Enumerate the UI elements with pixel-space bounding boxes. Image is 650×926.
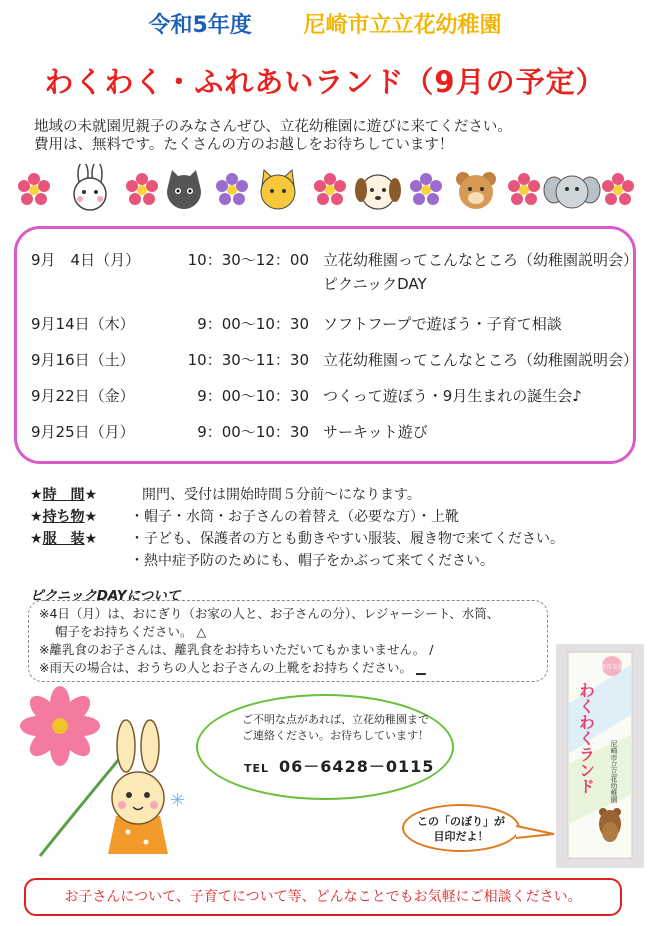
info-clothes bbox=[30, 528, 630, 550]
cosmos-flower-icon bbox=[20, 686, 100, 766]
info-label: ★服 装★ bbox=[30, 531, 98, 547]
flower-icon bbox=[18, 173, 50, 205]
flower-icon bbox=[410, 173, 442, 205]
info-items-text: ・帽子・水筒・お子さんの着替え（必要な方）・上靴 bbox=[130, 509, 459, 525]
black-cat-icon bbox=[167, 170, 201, 209]
schedule-event: 立花幼稚園ってこんなところ（幼稚園説明会） bbox=[323, 351, 639, 369]
info-clothes-text-2: ・熱中症予防のためにも、帽子をかぶって来てください。 bbox=[130, 553, 494, 569]
schedule-date: 9月14日（木） bbox=[31, 315, 135, 333]
intro-line-1: 地域の未就園児親子のみなさんぜひ、立花幼稚園に遊びに来てください。 bbox=[34, 119, 512, 135]
schedule-time: 9：00～10：30 bbox=[197, 315, 309, 333]
elephant-icon bbox=[544, 176, 600, 208]
intro-line-2: 費用は、無料です。たくさんの方のお越しをお待ちしています！ bbox=[34, 137, 454, 153]
rice-ball-icon: △ bbox=[196, 624, 207, 639]
bubble-line-1: この「のぼり」が bbox=[417, 815, 505, 828]
school-name: 尼崎市立立花幼稚園 bbox=[303, 13, 502, 38]
schedule-event: 立花幼稚園ってこんなところ（幼稚園説明会） bbox=[323, 251, 639, 269]
phone-number bbox=[244, 754, 434, 777]
info-clothes-2 bbox=[30, 550, 630, 572]
schedule-event: サーキット遊び bbox=[323, 423, 428, 441]
items-label: 持ち物 bbox=[42, 509, 85, 525]
contact-ellipse bbox=[196, 694, 454, 800]
info-label: ★持ち物★ bbox=[30, 509, 98, 525]
schedule-time: 10：30～12：00 bbox=[187, 251, 309, 269]
contact-message bbox=[242, 712, 429, 744]
banner-image bbox=[556, 644, 644, 868]
bubble-tail-icon bbox=[516, 822, 556, 842]
yellow-cat-icon bbox=[261, 170, 295, 209]
banner-badge: 保育支援 bbox=[599, 664, 625, 671]
info-time-text: 開門、受付は開始時間５分前～になります。 bbox=[142, 487, 421, 503]
rabbit-icon bbox=[74, 164, 106, 210]
picnic-notes bbox=[28, 600, 548, 682]
sparkle-icon: ✳ bbox=[170, 790, 186, 811]
flower-icon bbox=[508, 173, 540, 205]
schedule-time: 10：30～11：30 bbox=[187, 351, 309, 369]
schedule-event: つくって遊ぼう・9月生まれの誕生会♪ bbox=[323, 387, 582, 405]
bubble-line-2: 目印だよ！ bbox=[433, 830, 489, 843]
schedule-time: 9：00～10：30 bbox=[197, 387, 309, 405]
header bbox=[0, 8, 650, 39]
banner-sub-text: 尼崎市立立花幼稚園 bbox=[610, 740, 618, 803]
bunny-flower-icon bbox=[20, 686, 190, 866]
picnic-line-1b: 帽子をお持ちください。 bbox=[55, 624, 193, 639]
schedule-time: 9：00～10：30 bbox=[197, 423, 309, 441]
schedule-event: ソフトフープで遊ぼう・子育て相談 bbox=[323, 315, 562, 333]
flower-icon bbox=[314, 173, 346, 205]
page-title: わくわく・ふれあいランド（9月の予定） bbox=[44, 65, 606, 99]
picnic-line-1: ※4日（月）は、おにぎり（お家の人と、お子さんの分）、レジャーシート、水筒、 bbox=[39, 606, 500, 621]
decoration-icons bbox=[12, 164, 638, 216]
schedule-box bbox=[14, 226, 639, 464]
bear-icon bbox=[456, 172, 496, 209]
shoe-icon: ▁ bbox=[415, 660, 426, 675]
footer-message: お子さんについて、子育てについて等、どんなことでもお気軽にご相談ください。 bbox=[24, 878, 622, 916]
clothes-label: 服 装 bbox=[42, 531, 85, 547]
time-label: 時 間 bbox=[42, 487, 85, 503]
info-time bbox=[30, 484, 630, 506]
tel-number: 06－6428－0115 bbox=[279, 757, 435, 776]
banner-main-text: わくわくランド bbox=[576, 682, 596, 794]
flower-icon bbox=[602, 173, 634, 205]
picnic-line-3: ※雨天の場合は、おうちの人とお子さんの上靴をお持ちください。 bbox=[39, 660, 412, 675]
speech-bubble bbox=[402, 804, 520, 852]
picnic-line-2: ※離乳食のお子さんは、離乳食をお持ちいただいてもかまいません。 bbox=[39, 642, 426, 657]
picnic-title: ピクニックDAYについて bbox=[30, 588, 181, 604]
flower-icon bbox=[126, 173, 158, 205]
info-section bbox=[30, 484, 630, 572]
tel-label: TEL bbox=[244, 762, 270, 775]
nobori-banner-photo bbox=[556, 644, 644, 868]
contact-line-2: ご連絡ください。お待ちしています！ bbox=[242, 729, 429, 742]
contact-line-1: ご不明な点があれば、立花幼稚園まで bbox=[242, 713, 429, 726]
fiscal-year: 令和5年度 bbox=[148, 13, 252, 38]
dog-icon bbox=[355, 175, 401, 209]
intro-text bbox=[34, 118, 624, 154]
schedule-event-sub: ピクニックDAY bbox=[323, 275, 427, 293]
spoon-icon: ∕ bbox=[429, 642, 434, 657]
animal-flower-decoration bbox=[12, 164, 638, 216]
info-items bbox=[30, 506, 630, 528]
schedule-date: 9月16日（土） bbox=[31, 351, 135, 369]
flower-icon bbox=[216, 173, 248, 205]
schedule-date: 9月25日（月） bbox=[31, 423, 135, 441]
schedule-date: 9月 4日（月） bbox=[31, 251, 141, 269]
bunny-illustration bbox=[20, 686, 190, 866]
info-clothes-text-1: ・子ども、保護者の方とも動きやすい服装、履き物で来てください。 bbox=[130, 531, 564, 547]
schedule-date: 9月22日（金） bbox=[31, 387, 135, 405]
info-label: ★時 間★ bbox=[30, 487, 98, 503]
